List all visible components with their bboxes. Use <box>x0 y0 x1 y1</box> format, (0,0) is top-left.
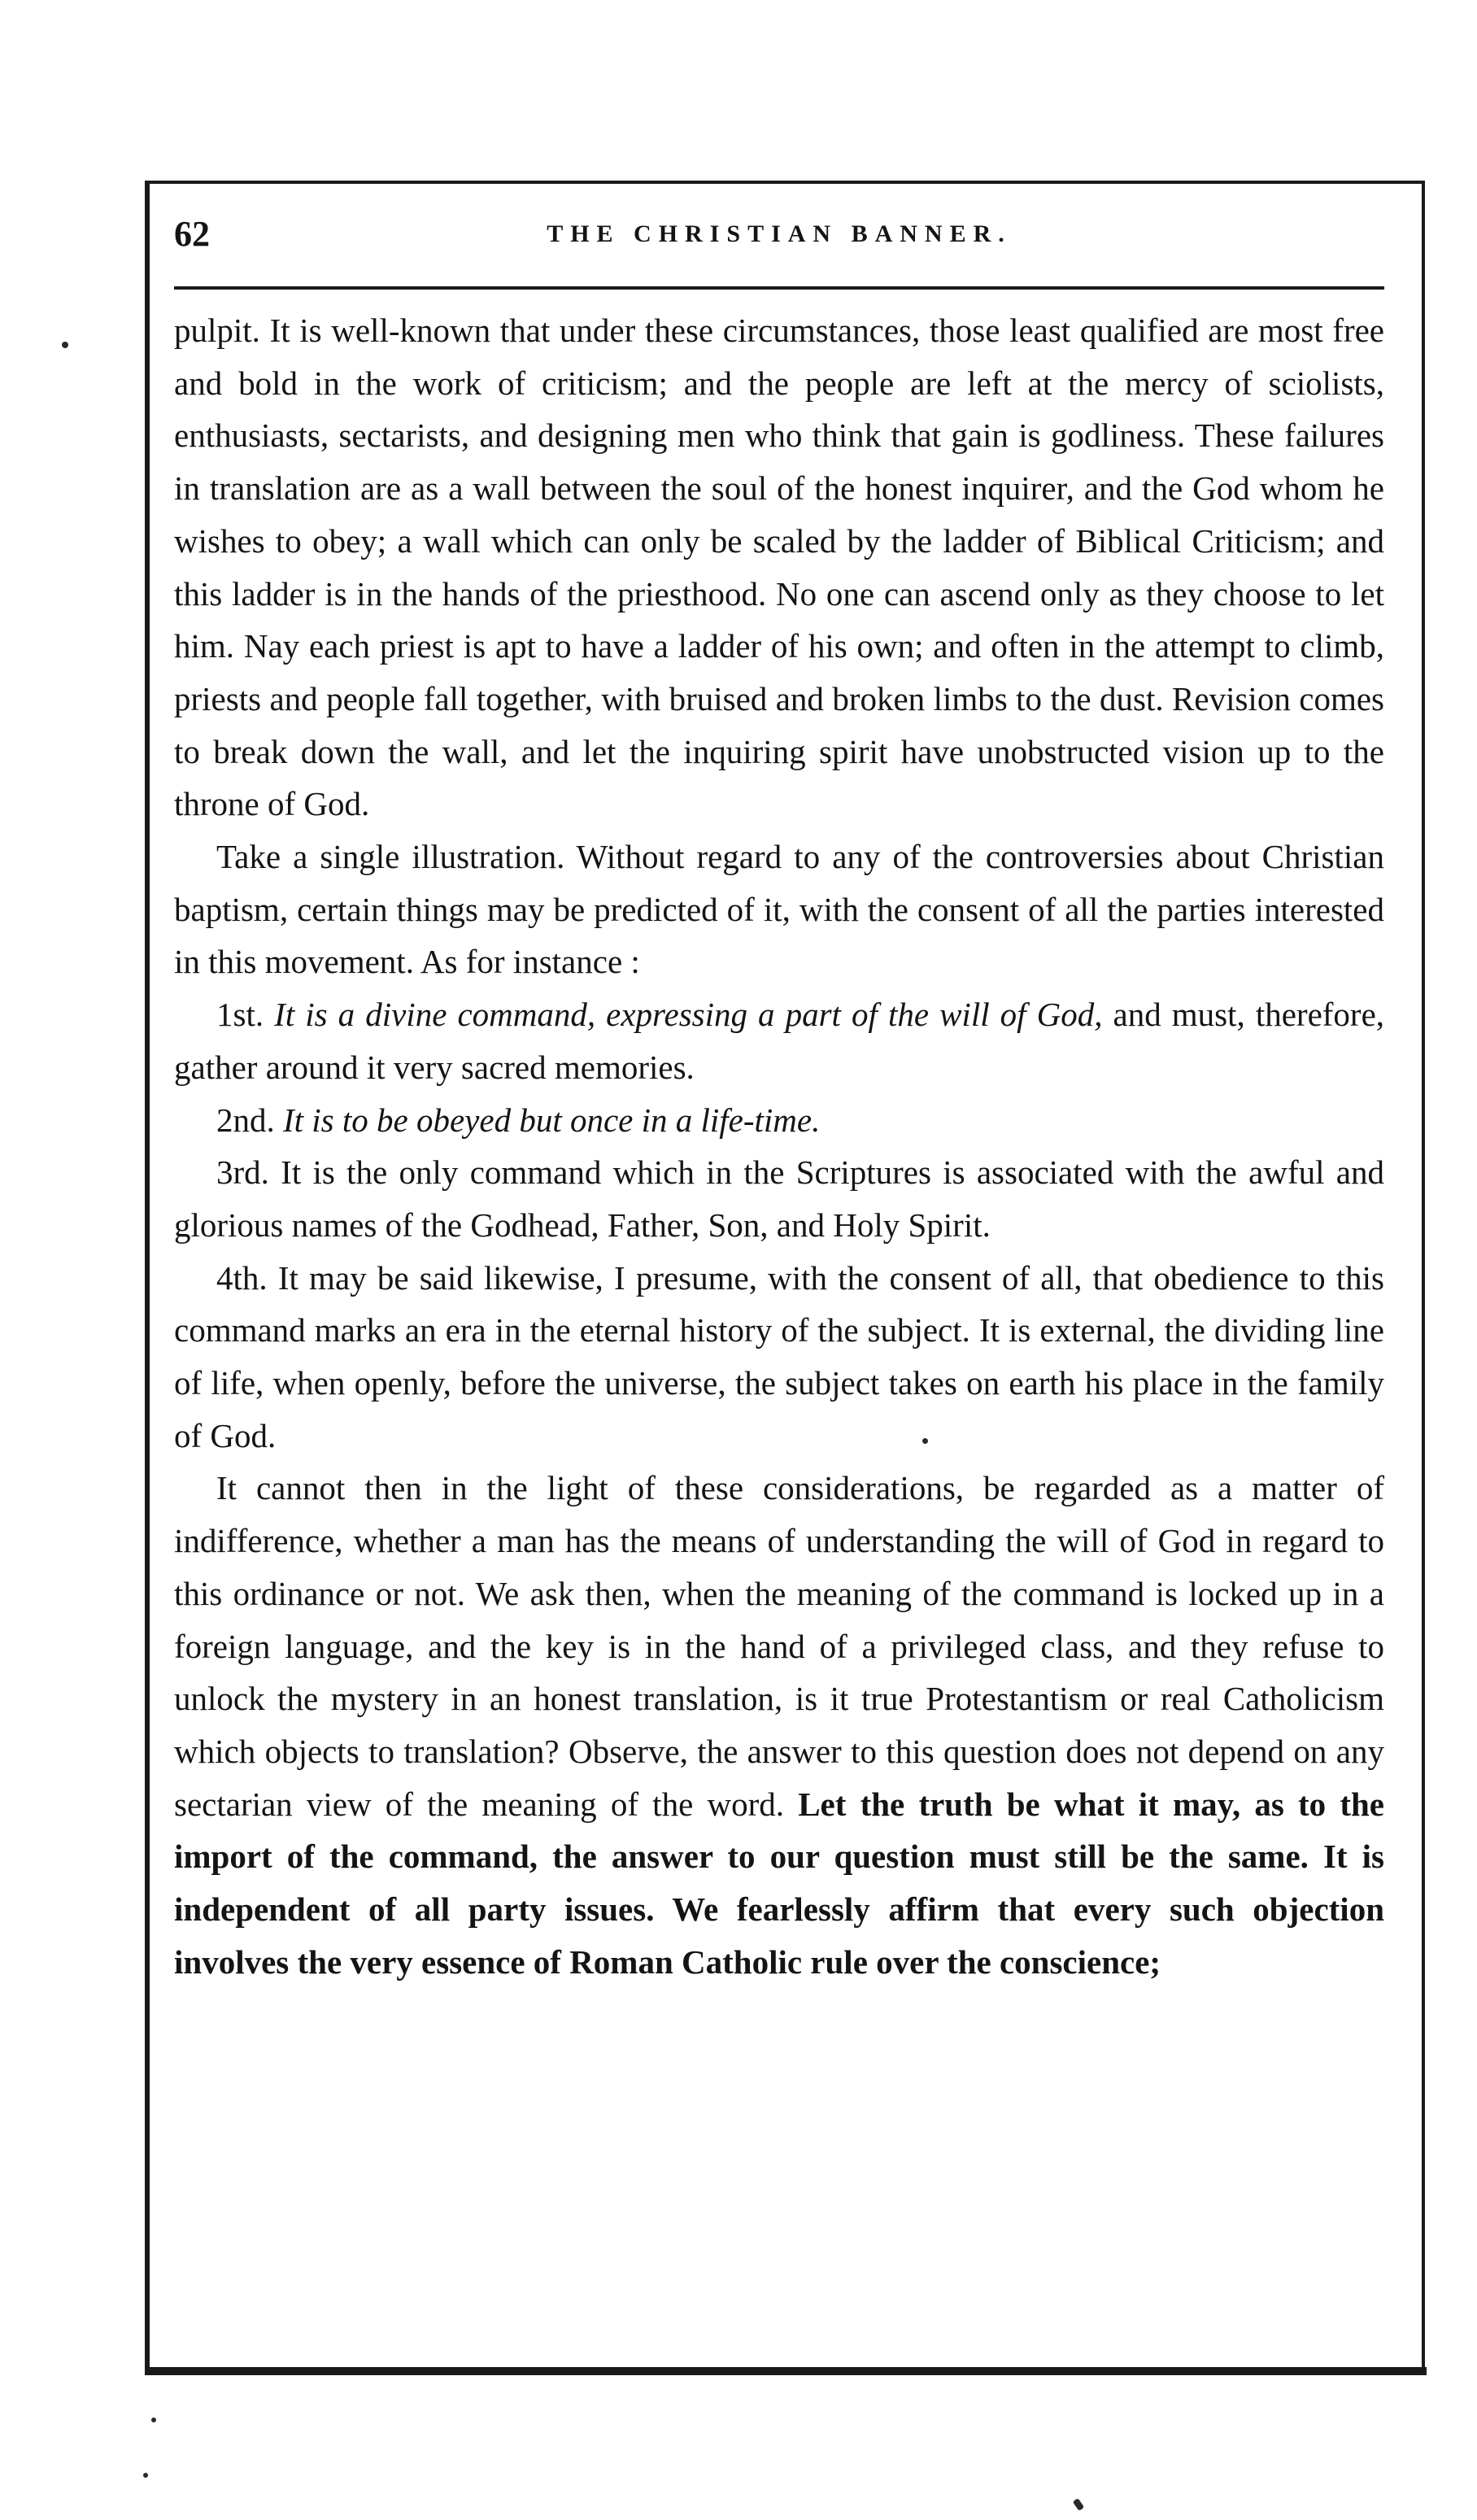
list-item-second <box>174 1094 1384 1147</box>
list-item-number: 1st. <box>216 996 264 1034</box>
speck-mark <box>143 2473 148 2478</box>
list-item-emphasis: It is to be obeyed but once in a life-time. <box>283 1101 821 1139</box>
running-title: THE CHRISTIAN BANNER. <box>547 220 1012 247</box>
list-item-number: 2nd. <box>216 1101 275 1139</box>
body-text <box>174 304 1384 1989</box>
speck-mark <box>151 2418 156 2422</box>
paragraph-illustration: Take a single illustration. Without regard to any of the controversies about Christian baptism, certain things may be predicted of it, with the consent of all the parties interested in this movement. As for instance : <box>174 838 1384 981</box>
paragraph-conclusion-text: It cannot then in the light of these considerations, be regarded as a matter of indifference, whether a man has the means of understanding the will of God in regard to this ordinance or not. We ask then, when the meaning of the command is locked up in a foreign language, and the key is in the hand of a privileged class, and they refuse to unlock the mystery in an honest translation, is it true Protestantism or real Catholicism which objects to translation? Observe, the answer to this question does not depend on any sectarian view of the meaning of the word. <box>174 1469 1384 1823</box>
list-item-third: 3rd. It is the only command which in the Scriptures is associated with the awful and glorious names of the Godhead, Father, Son, and Holy Spirit. <box>174 1153 1384 1244</box>
paragraph-continuation: pulpit. It is well-known that under these circumstances, those least qualified are most free and bold in the work of criticism; and the people are left at the mercy of sciolists, enthusiasts, sectarists, and designing men who think that gain is godliness. These failures in translation are as a wall between the soul of the honest inquirer, and the God whom he wishes to obey; a wall which can only be scaled by the ladder of Biblical Criticism; and this ladder is in the hands of the priesthood. No one can ascend only as they choose to let him. Nay each priest is apt to have a ladder of his own; and often in the attempt to climb, priests and people fall together, with bruised and broken limbs to the dust. Revision comes to break down the wall, and let the inquiring spirit have unobstructed vision up to the throne of God. <box>174 312 1384 823</box>
list-item-text: and must, therefore, gather around it very sacred memories. <box>174 996 1385 1086</box>
list-item-fourth: 4th. It may be said likewise, I presume, with the consent of all, that obedience to this command marks an era in the eternal history of the subject. It is external, the dividing line of life, when openly, before the universe, the subject takes on earth his place in the family of God. <box>174 1258 1384 1454</box>
bottom-rule <box>145 2367 1427 2375</box>
list-item-first <box>174 988 1384 1093</box>
speck-mark <box>62 342 68 348</box>
header-rule <box>174 286 1384 290</box>
speck-mark <box>1073 2498 1085 2511</box>
speck-mark <box>922 1438 928 1444</box>
page-header <box>174 210 1384 259</box>
list-item-emphasis: It is a divine command, expressing a part of the will of God, <box>274 996 1103 1034</box>
paragraph-conclusion-bold: Let the truth be what it may, as to the import of the command, the answer to our question must still be the same. It is independent of all party issues. We fearlessly affirm that every such objection involves the very essence of Roman Catholic rule over the conscience; <box>174 1785 1384 1981</box>
page-number: 62 <box>174 214 210 254</box>
paragraph-conclusion <box>174 1462 1384 1988</box>
